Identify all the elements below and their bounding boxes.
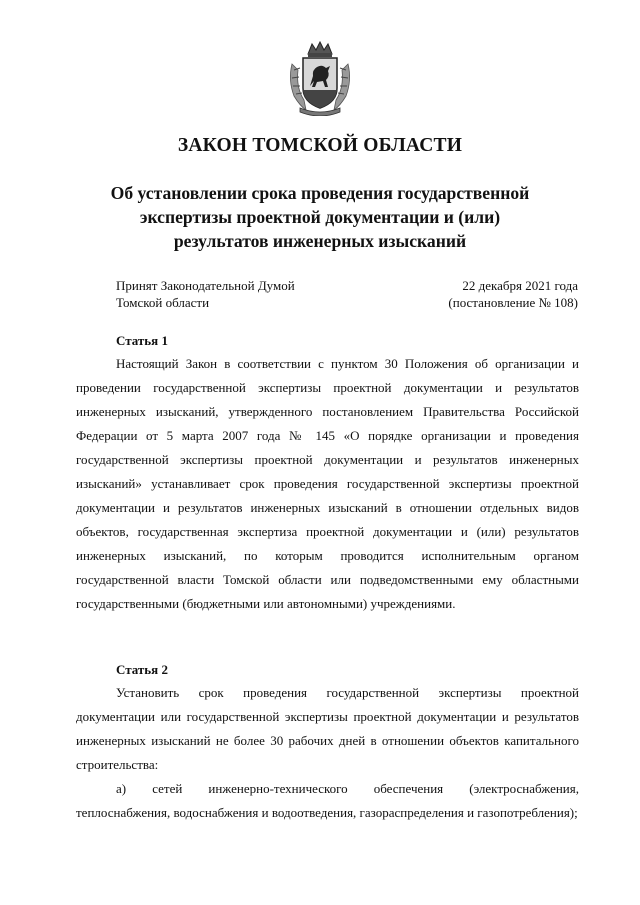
article-1-heading: Статья 1	[116, 333, 168, 348]
adopting-body-line: Принят Законодательной Думой	[116, 278, 295, 293]
adopting-body-line: Томской области	[116, 295, 210, 310]
subject-line: Об установлении срока проведения государственной	[110, 183, 530, 203]
article-2-intro: Установить срок проведения государственной экспертизы проектной документации или государственной экспертизы проектной документации и результатов инженерных изысканий не более 30 рабочих дней в отношении объектов капитального строительства:	[76, 685, 579, 772]
subject-line: экспертизы проектной документации и (или)	[139, 207, 501, 227]
article-2-item-a: а) сетей инженерно-технического обеспечения (электроснабжения, теплоснабжения, водоснабжения и водоотведения, газораспределения и газопотребления);	[76, 781, 579, 820]
article-2-body	[76, 681, 579, 825]
adopting-body	[116, 277, 295, 311]
law-subject	[60, 181, 580, 253]
law-title: ЗАКОН ТОМСКОЙ ОБЛАСТИ	[177, 135, 463, 156]
article-1-paragraph: Настоящий Закон в соответствии с пунктом 30 Положения об организации и проведении государственной экспертизы проектной документации и результатов инженерных изысканий, утвержденного постановлением Правительства Российской Федерации от 5 марта 2007 года № 145 «О порядке организации и проведения государственной экспертизы проектной документации и результатов инженерных изысканий» устанавливает срок проведения государственной экспертизы проектной документации и результатов инженерных изысканий в отношении отдельных видов объектов, государственная экспертиза проектной документации и (или) результатов инженерных изысканий, по которым проводится исполнительным органом государственной власти Томской области или подведомственными ему областными государственными (бюджетными или автономными) учреждениями.	[76, 356, 579, 611]
resolution-number: (постановление № 108)	[448, 295, 578, 310]
article-2-heading: Статья 2	[116, 662, 168, 677]
tomsk-coat-of-arms-icon	[286, 40, 354, 116]
adoption-date-block	[448, 277, 578, 311]
adoption-date: 22 декабря 2021 года	[462, 278, 578, 293]
subject-line: результатов инженерных изысканий	[173, 231, 467, 251]
article-1-body	[76, 352, 579, 616]
